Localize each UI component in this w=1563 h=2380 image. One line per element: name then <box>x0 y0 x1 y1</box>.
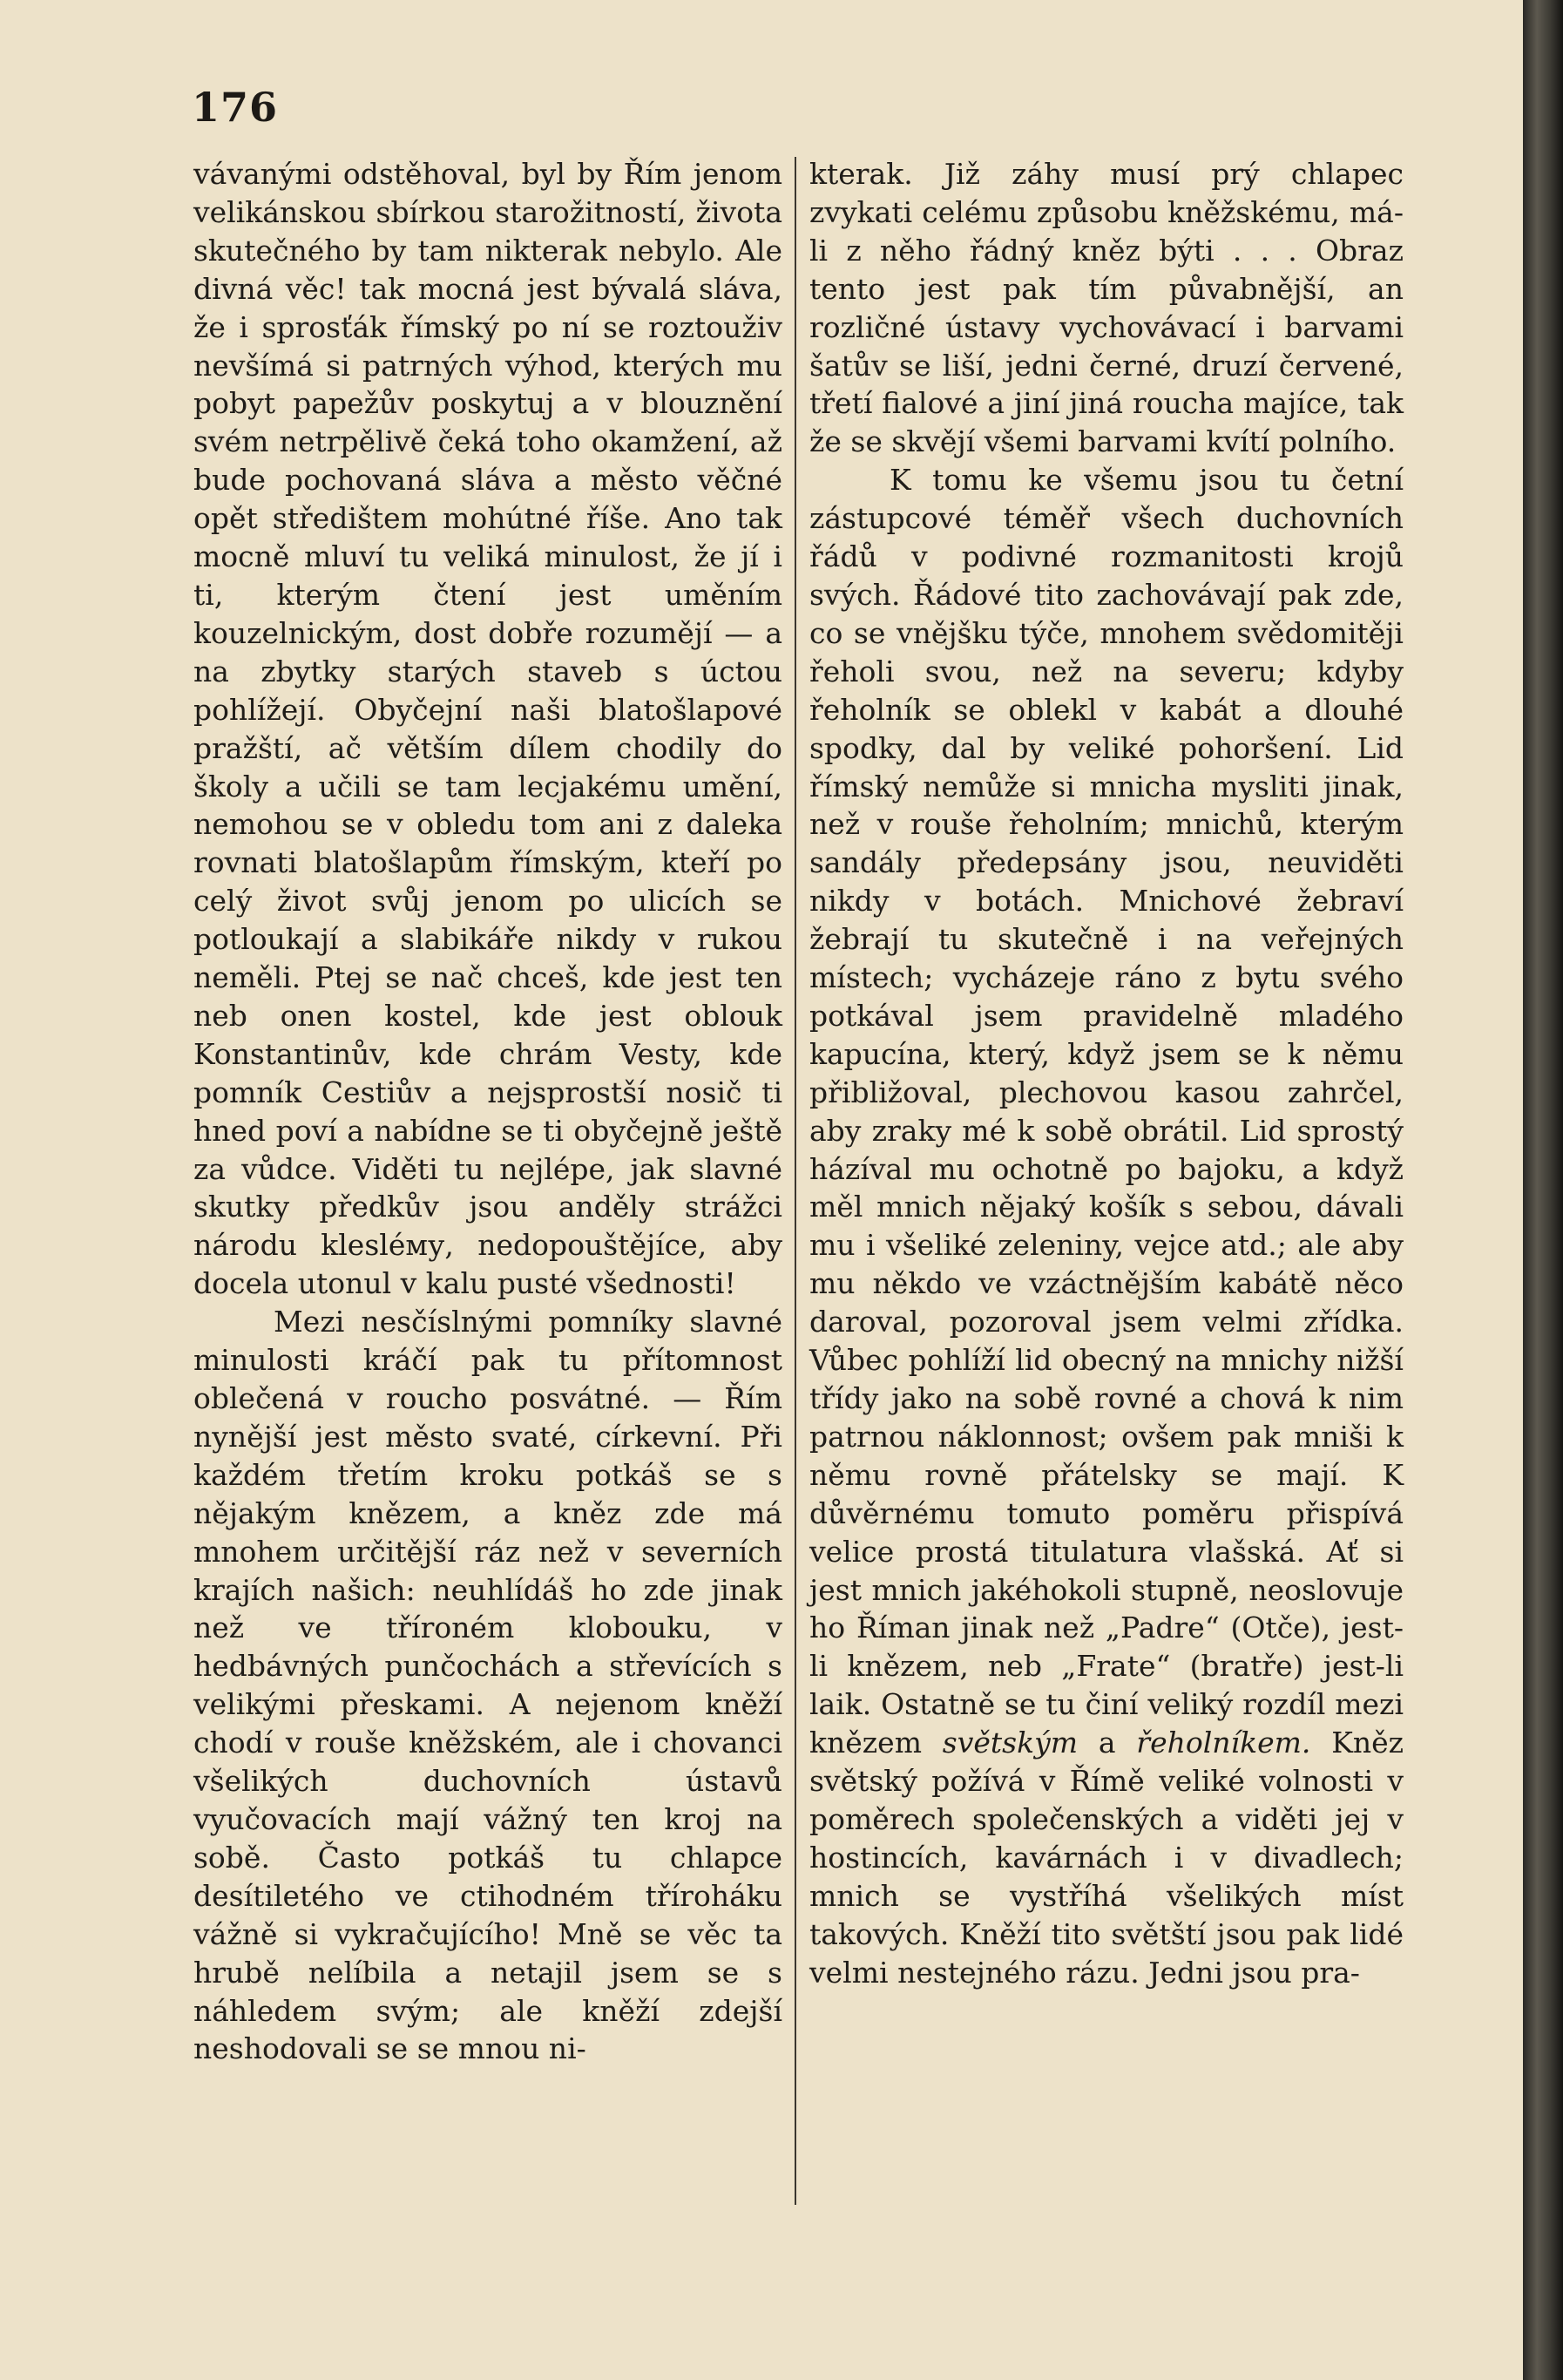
left-paragraph-1: vávanými odstěhoval, byl by Řím jenom velikánskou sbírkou starožitností, života skutečného by tam nikterak nebylo. Ale divná věc! tak mocná jest bývalá sláva, že i sprosťák římský po ní se roztouživ nevšímá si patrných výhod, kterých mu pobyt papežův poskytuj a v blouznění svém netrpělivě čeká toho okamžení, až bude pochovaná sláva a město věčné opět středištem mohútné říše. Ano tak mocně mluví tu veliká minulost, že jí i ti, kterým čtení jest uměním kouzelnickým, dost dobře rozumějí — a na zbytky starých staveb s úctou pohlížejí. Obyčejní naši blatošlapové pražští, ač větším dílem chodily do školy a učili se tam lecjakému umění, nemohou se v obledu tom ani z daleka rovnati blatošlapům římským, kteří po celý život svůj jenom po ulicích se potloukají a slabikáře nikdy v rukou neměli. Ptej se nač chceš, kde jest ten neb onen kostel, kde jest oblouk Konstantinův, kde chrám Vesty, kde pomník Cestiův a nejsprostší nosič ti hned poví a nabídne se ti obyčejně ještě za vůdce. Viděti tu nejlépe, jak slavné skutky předkův jsou anděly strážci národu klesléму, nedopouštějíce, aby docela utonul v kalu pusté všednosti! <box>193 157 782 1301</box>
right-paragraph-2-text: K tomu ke všemu jsou tu četní zástupcové téměř všech duchovních řádů v podivné rozmanitosti krojů svých. Řádové tito zachovávají pak zde, co se vnějšku týče, mnohem svědomitěji řeholi svou, než na severu; kdyby řeholník se oblekl v kabát a dlouhé spodky, dal by veliké pohoršení. Lid římský nemůže si mnicha mysliti jinak, než v rouše řeholním; mnichů, kterým sandály předepsány jsou, neuviděti nikdy v botách. Mnichové žebraví žebrají tu skutečně i na veřejných místech; vycházeje ráno z bytu svého potkával jsem pravidelně mladého kapucína, který, když jsem se k němu přibližoval, plechovou kasou zahrčel, aby zraky mé k sobě obrátil. Lid sprostý házíval mu ochotně po bajoku, a když měl mnich nějaký košík s sebou, dávali mu i všeliké zeleniny, vejce atd.; ale aby mu někdo ve vzáctnějším kabátě něco daroval, pozoroval jsem velmi zřídka. Vůbec pohlíží lid obecný na mnichy nižší třídy jako na sobě rovné a chová k nim patrnou náklonnost; ovšem pak mniši k němu rovně přátelsky se mají. K důvěrnému tomuto poměru přispívá velice prostá titulatura vlašská. Ať si jest mnich jakéhokoli stupně, neoslovuje ho Říman jinak než „Padre“ (Otče), jest-li knězem, neb „Frate“ (bratře) jest-li laik. Ostatně se tu činí veliký rozdíl mezi knězem <box>809 463 1404 1760</box>
emphasis-reholnikem: řeholníkem. <box>1136 1726 1311 1760</box>
right-column <box>809 155 1404 1992</box>
emphasis-svetskym: světským <box>942 1726 1079 1760</box>
page-number: 176 <box>192 84 279 131</box>
book-spine-edge <box>1523 0 1563 2380</box>
conjunction: a <box>1078 1726 1137 1760</box>
right-paragraph-1: kterak. Již záhy musí prý chlapec zvykati celému způsobu kněžskému, má-li z něho řádný kněz býti . . . Obraz tento jest pak tím půvabnější, an rozličné ústavy vychovávací i barvami šatův se liší, jedni černé, druzí červené, třetí fialové a jiní jiná roucha majíce, tak že se skvějí všemi barvami kvítí polního. <box>809 157 1404 459</box>
left-paragraph-2: Mezi nesčíslnými pomníky slavné minulosti kráčí pak tu přítomnost oblečená v roucho posvátné. — Řím nynější jest město svaté, církevní. Při každém třetím kroku potkáš se s nějakým knězem, a kněz zde má mnohem určitější ráz než v severních krajích našich: neuhlídáš ho zde jinak než ve tříroném klobouku, v hedbávných punčochách a střevících s velikými přeskami. A nejenom kněží chodí v rouše kněžském, ale i chovanci všelikých duchovních ústavů vyučovacích mají vážný ten kroj na sobě. Často potkáš tu chlapce desítiletého ve ctihodném tříroháku vážně si vykračujícího! Mně se věc ta hrubě nelíbila a netajil jsem se s náhledem svým; ale kněží zdejší neshodovali se se mnou ni- <box>193 1305 782 2066</box>
left-column <box>193 155 782 2068</box>
column-divider <box>795 157 796 2205</box>
right-paragraph-2-tail: Kněz světský požívá v Římě veliké volnosti v poměrech společenských a viděti jej v hostincích, kavárnách i v divadlech; mnich se vystříhá všelikých míst takových. Kněží tito světští jsou pak lidé velmi nestejného rázu. Jedni jsou pra- <box>809 1726 1404 1990</box>
right-paragraph-2 <box>809 461 1404 1991</box>
